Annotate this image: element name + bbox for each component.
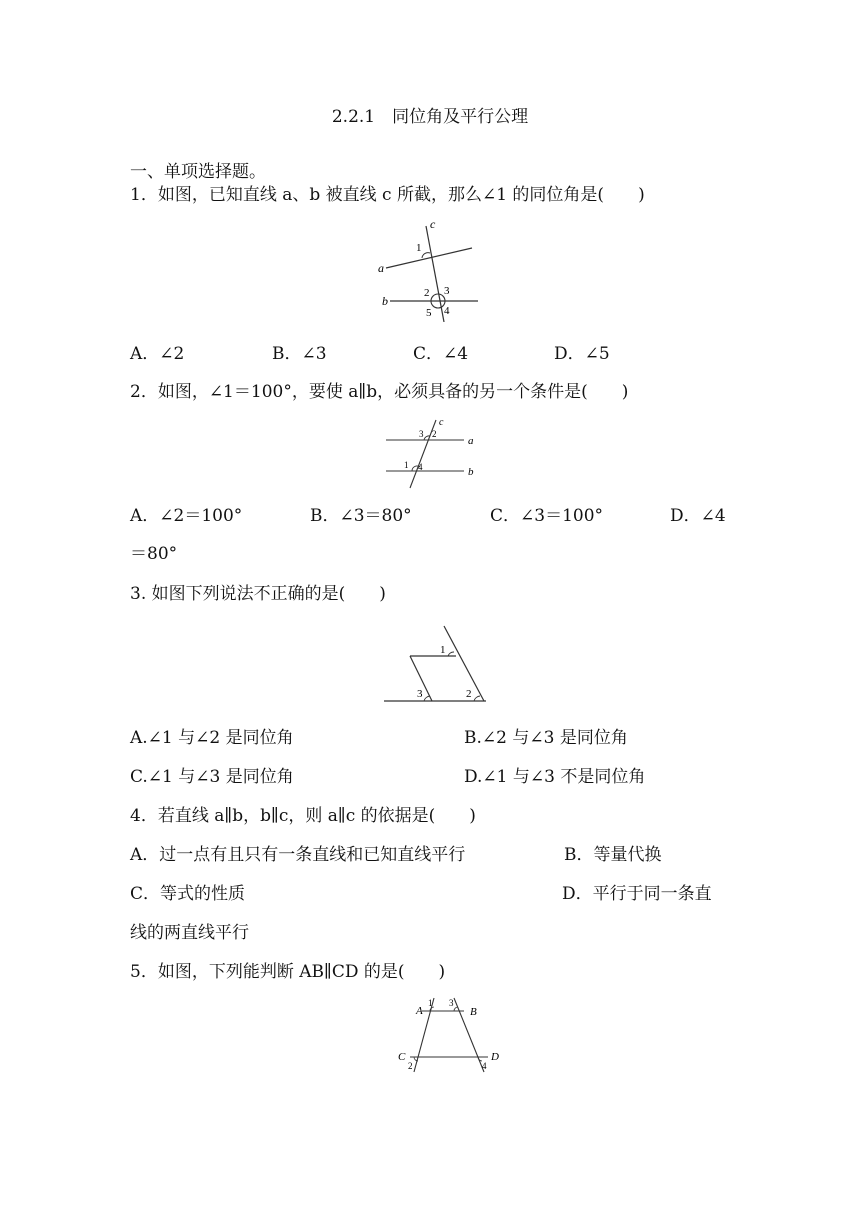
q2-label-4: 4 (418, 462, 423, 472)
q3-label-3: 3 (417, 688, 423, 700)
page-title: 2.2.1 同位角及平行公理 (331, 107, 529, 127)
q2-label-1: 1 (404, 460, 409, 470)
q3-option-b: B.∠2 与∠3 是同位角 (464, 728, 628, 748)
q5-label-B: B (470, 1006, 477, 1018)
q2-option-a: A．∠2＝100° (130, 506, 243, 526)
q4-option-c: C．等式的性质 (130, 884, 246, 904)
q5-figure (394, 994, 506, 1074)
q2-label-3: 3 (419, 429, 424, 439)
q2-option-b: B．∠3＝80° (310, 506, 412, 526)
q3-stem: 3. 如图下列说法不正确的是( ) (130, 584, 386, 604)
q3-label-2: 2 (466, 688, 472, 700)
q3-label-1: 1 (440, 644, 446, 656)
q1-label-c: c (430, 218, 436, 231)
q2-label-b: b (468, 466, 474, 478)
q1-label-b: b (382, 294, 388, 308)
q2-option-d: D．∠4 (670, 506, 726, 526)
q1-label-2: 2 (424, 287, 430, 299)
q2-label-a: a (468, 435, 474, 447)
q1-label-4: 4 (444, 305, 450, 317)
q4-stem: 4．若直线 a∥b，b∥c，则 a∥c 的依据是( ) (130, 806, 476, 826)
q1-label-3: 3 (444, 285, 450, 297)
q4-option-d-continued: 线的两直线平行 (130, 923, 249, 943)
q1-stem: 1．如图，已知直线 a、b 被直线 c 所截，那么∠1 的同位角是( ) (130, 185, 645, 205)
q1-label-5: 5 (426, 307, 432, 319)
q5-stem: 5．如图，下列能判断 AB∥CD 的是( ) (130, 962, 446, 982)
q5-label-1: 1 (428, 998, 433, 1008)
q5-label-3: 3 (449, 998, 454, 1008)
q5-label-A: A (416, 1005, 423, 1017)
q3-option-c: C.∠1 与∠3 是同位角 (130, 767, 294, 787)
q2-option-c: C．∠3＝100° (490, 506, 604, 526)
q1-label-a: a (378, 261, 384, 275)
q4-option-a: A．过一点有且只有一条直线和已知直线平行 (130, 845, 466, 865)
q1-option-c: C．∠4 (413, 344, 469, 364)
q2-figure (384, 414, 484, 490)
q1-option-d: D．∠5 (554, 344, 610, 364)
q5-label-2: 2 (408, 1061, 413, 1071)
q5-label-C: C (398, 1051, 406, 1063)
q1-option-b: B．∠3 (272, 344, 327, 364)
q1-option-a: A．∠2 (130, 344, 185, 364)
q2-option-d-continued: ＝80° (130, 544, 178, 564)
q4-option-b: B．等量代换 (564, 845, 662, 865)
q2-label-2: 2 (432, 429, 437, 439)
q2-stem: 2．如图，∠1＝100°，要使 a∥b，必须具备的另一个条件是( ) (130, 382, 629, 402)
q1-figure (370, 218, 490, 322)
q5-label-4: 4 (482, 1061, 487, 1071)
q4-option-d: D．平行于同一条直 (562, 884, 712, 904)
q1-label-1: 1 (416, 242, 422, 254)
q3-figure (380, 622, 490, 706)
section-heading: 一、单项选择题。 (130, 162, 266, 182)
q3-option-a: A.∠1 与∠2 是同位角 (130, 728, 294, 748)
q5-label-D: D (491, 1051, 499, 1063)
q3-option-d: D.∠1 与∠3 不是同位角 (464, 767, 646, 787)
q2-label-c: c (439, 417, 444, 428)
